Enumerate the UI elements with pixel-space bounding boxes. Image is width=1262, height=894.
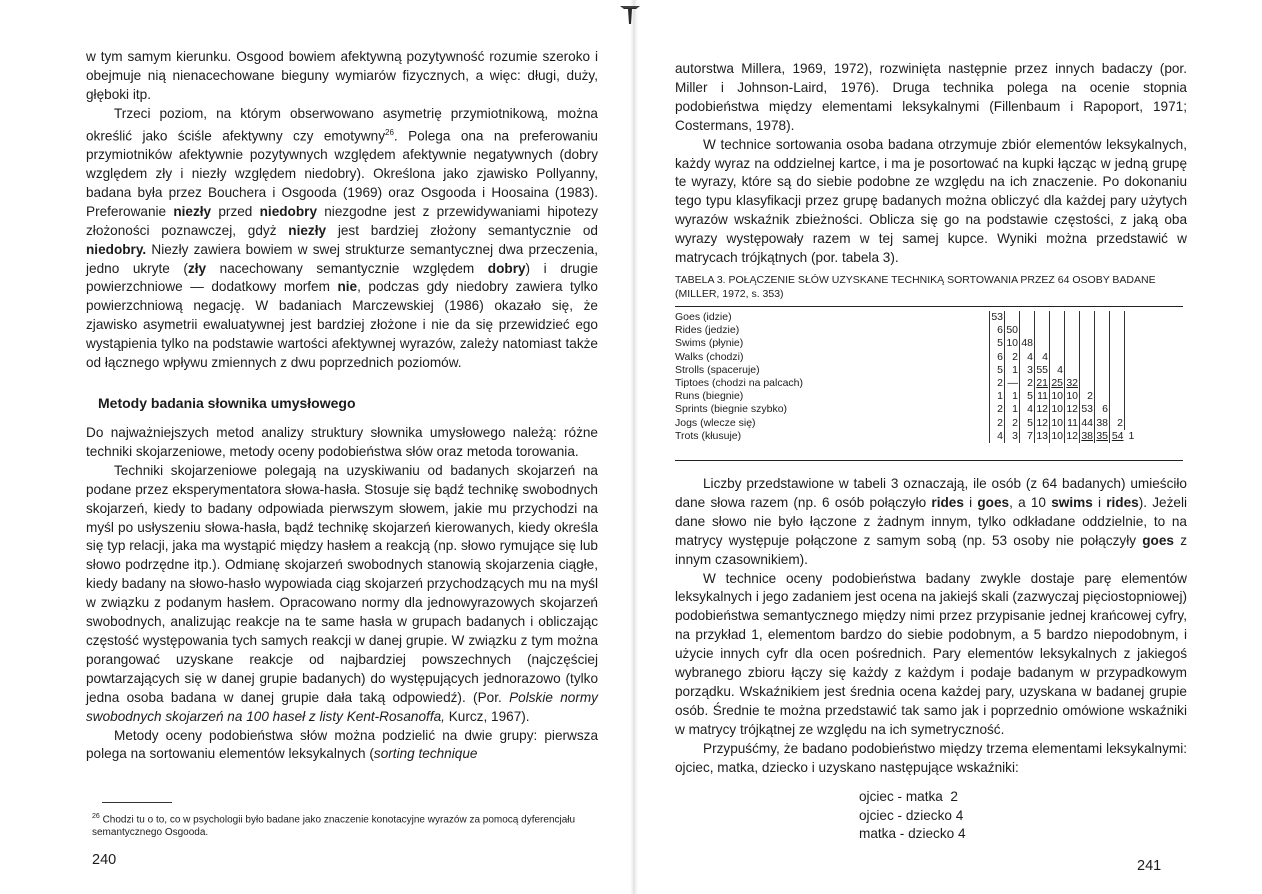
table-cell [1110, 390, 1125, 403]
right-body-bottom [675, 475, 1187, 778]
table-cell [1125, 324, 1142, 337]
table-cell: 53 [1081, 403, 1093, 416]
table-top-rule [675, 306, 1183, 307]
table-cell [1110, 403, 1125, 416]
table-cell [1065, 337, 1080, 350]
table-row [675, 403, 1142, 416]
table-cell [1080, 337, 1095, 350]
table-cell: 2 [1005, 417, 1020, 430]
table-cell [1080, 377, 1095, 390]
table-cell [1050, 337, 1065, 350]
footnote-divider [102, 802, 172, 803]
right-page [675, 0, 1191, 894]
table-cell: 44 [1081, 416, 1093, 429]
left-paragraph-1: w tym samym kierunku. Osgood bowiem afektywną pozytywność rozumie szeroko i obejmuje nią nienacechowane bieguny wymiarów fizycznych, a więc: długi, duży, głęboki itp. [86, 49, 598, 102]
table-cell [1050, 324, 1065, 337]
table-cell: 53 [991, 311, 1003, 324]
page-number-right: 241 [1137, 858, 1162, 874]
table-cell [1080, 351, 1095, 364]
table-cell: 12 [1036, 416, 1048, 429]
book-gutter [630, 0, 638, 894]
table-cell: 4 [1050, 364, 1065, 377]
table-cell [1035, 324, 1050, 337]
table-cell [1110, 364, 1125, 377]
table-cell [1095, 390, 1110, 403]
table-cell: 21 [1036, 377, 1048, 390]
table-cell: 2 [1020, 377, 1035, 390]
left-paragraph-3: Do najważniejszych metod analizy struktury słownika umysłowego należą: różne techniki skojarzeniowe, metody oceny podobieństwa słów oraz metoda torowania. [86, 425, 598, 459]
table-cell [1080, 364, 1095, 377]
table-cell: 5 [990, 364, 1005, 377]
table-cell: 2 [990, 417, 1005, 430]
table-row [675, 390, 1142, 403]
table-cell [1110, 337, 1125, 350]
table-cell: 5 [1020, 417, 1035, 430]
row-label: Runs (biegnie) [675, 390, 744, 403]
table-cell [1125, 390, 1142, 403]
table-cell [1110, 324, 1125, 337]
left-paragraph-5: Metody oceny podobieństwa słów można podzielić na dwie grupy: pierwsza polega na sortowaniu elementów leksykalnych (sorting technique [86, 727, 598, 762]
table-cell: 10 [1066, 390, 1078, 403]
right-paragraph-2: W technice sortowania osoba badana otrzymuje zbiór elementów leksykalnych, każdy wyraz na oddzielnej kartce, i ma je posortować na kupki łącząc w jedną grupę te wyrazy, które są do siebie podobne ze względu na ich znaczenie. Po dokonaniu tego typu klasyfikacji przez grupę badanych można obliczyć dla każdej pary użytych wyrazów wskaźnik zbieżności. Oblicza się go na podstawie częstości, z jaką oba wyrazy występowały razem w tej samej kupce. Wyniki można przedstawić w matrycach trójkątnych (por. tabela 3). [675, 136, 1187, 266]
table-cell: 10 [1006, 337, 1018, 350]
page-number-left: 240 [92, 852, 117, 868]
table-cell: 11 [1065, 417, 1080, 430]
table-cell: 1 [990, 390, 1005, 403]
table-cell [1095, 311, 1110, 324]
table-cell [1080, 311, 1095, 324]
table-cell: 10 [1051, 403, 1063, 416]
table-cell: 6 [1095, 403, 1110, 416]
row-label: Trots (kłusuje) [675, 429, 742, 442]
table-cell [1020, 311, 1035, 324]
table-cell [1125, 311, 1142, 324]
table-cell: 10 [1051, 429, 1063, 442]
similarity-pairs [859, 788, 966, 844]
table-cell: 12 [1066, 429, 1078, 442]
table-cell [1095, 351, 1110, 364]
table-cell: 54 [1110, 430, 1125, 443]
table-cell: 1 [1005, 390, 1020, 403]
table-cell: 2 [990, 377, 1005, 390]
row-label: Walks (chodzi) [675, 350, 744, 363]
table-cell [1110, 377, 1125, 390]
pair-item: ojciec - dziecko 4 [859, 807, 964, 823]
left-body-top [86, 48, 598, 373]
table-cell [1050, 311, 1065, 324]
table-cell: 12 [1036, 403, 1048, 416]
table-caption: TABELA 3. POŁĄCZENIE SŁÓW UZYSKANE TECHNIKĄ SORTOWANIA PRZEZ 64 OSOBY BADANE (MILLER, 1972, s. 353) [675, 274, 1156, 300]
table-cell [1065, 351, 1080, 364]
table-cell [1095, 337, 1110, 350]
table-cell [1035, 337, 1050, 350]
table-bottom-rule [675, 460, 1183, 461]
table-row [675, 364, 1142, 377]
table-cell: 48 [1021, 337, 1033, 350]
table-cell [1125, 351, 1142, 364]
table-cell: 13 [1036, 429, 1048, 442]
table-row [675, 417, 1142, 430]
pair-item: matka - dziecko 4 [859, 826, 966, 841]
table-cell: 2 [1110, 417, 1125, 430]
row-label: Jogs (wlecze się) [675, 416, 756, 429]
right-paragraph-3: Liczby przedstawione w tabeli 3 oznaczają, ile osób (z 64 badanych) umieściło dane słowa razem (np. 6 osób połączyło rides i goes, a 10 swims i rides). Jeżeli dane słowo nie było łączone z żadnym innym, tylko odkładane oddzielnie, to na matrycy występuje połączone z samym sobą (np. 53 osoby nie połączyły goes z innym czasownikiem). [675, 476, 1187, 567]
table-cell: 10 [1051, 390, 1063, 403]
table-cell: 11 [1035, 390, 1050, 403]
table-cell: 3 [1005, 430, 1020, 443]
table-cell: 1 [1005, 403, 1020, 416]
table-cell [1020, 324, 1035, 337]
similarity-matrix-table [675, 311, 1142, 443]
table-cell: 50 [1006, 324, 1018, 337]
table-cell [1095, 377, 1110, 390]
table-cell [1125, 417, 1142, 430]
row-label: Tiptoes (chodzi na palcach) [675, 377, 804, 390]
right-paragraph-1: autorstwa Millera, 1969, 1972), rozwinięta następnie przez innych badaczy (por. Miller i Johnson-Laird, 1976). Druga technika polega na ocenie stopnia podobieństwa między elementami leksykalnymi (Fillenbaum i Rapoport, 1971; Costermans, 1978). [675, 61, 1187, 133]
left-page [86, 0, 602, 894]
left-body-bottom [86, 424, 598, 764]
table-cell [1095, 364, 1110, 377]
table-cell: 10 [1051, 416, 1063, 429]
table-cell [1005, 311, 1020, 324]
table-cell [1050, 351, 1065, 364]
table-cell [1065, 311, 1080, 324]
table-cell: 2 [1080, 390, 1095, 403]
table-cell: 3 [1020, 364, 1035, 377]
table-cell: 6 [990, 324, 1005, 337]
left-paragraph-2: Trzeci poziom, na którym obserwowano asymetrię przymiotnikową, można określić jako ściśle afektywny czy emotywny$^{26}$. Polega ona na preferowaniu przymiotników afektywnie pozytywnych względem afektywnie negatywnych (dobry względem zły i niezły względem niedobry). Określona jako zjawisko Pollyanny, badana była przez Bouchera i Osgooda (1969) oraz Osgooda i Hoosaina (1983). Preferowanie niezły przed niedobry niezgodne jest z przewidywaniami hipotezy złożoności poznawczej, gdyż niezły jest bardziej złożony semantycznie od niedobry. Niezły zawiera bowiem w swej strukturze semantycznej dwa przeczenia, jedno ukryte (zły nacechowany semantycznie względem dobry) i drugie powierzchniowe — dodatkowy morfem nie, podczas gdy niedobry zawiera tylko powierzchniową negację. W badaniach Marczewskiej (1986) okazało się, że zjawisko asymetrii ewaluatywnej jest bardziej złożone i nie da się przewidzieć ego wystąpienia tylko na podstawie wartości afektywnej wyrazów, zależy natomiast także od łącznego wpływu zmiennych z dwu poprzednich poziomów. [86, 105, 599, 371]
table-cell: 38 [1081, 429, 1093, 442]
footnote: $^{26}$ Chodzi tu o to, co w psychologii było badane jako znaczenie konotacyjne wyrazów za pomocą dyferencjału semantycznego Osgooda. [92, 813, 576, 839]
table-row [675, 324, 1142, 337]
table-cell: 12 [1066, 403, 1078, 416]
table-cell [1125, 364, 1142, 377]
table-cell [1080, 324, 1095, 337]
table-cell: 2 [1005, 351, 1020, 364]
row-label: Sprints (biegnie szybko) [675, 403, 788, 416]
right-paragraph-5: Przypuśćmy, że badano podobieństwo między trzema elementami leksykalnymi: ojciec, matka, dziecko i uzyskano następujące wskaźniki: [675, 740, 1187, 775]
table-cell: 35 [1096, 429, 1108, 442]
table-row [675, 430, 1142, 443]
table-cell [1065, 364, 1080, 377]
ink-blot-icon [618, 4, 642, 26]
table-cell: 7 [1020, 430, 1035, 443]
table-cell: 55 [1036, 363, 1048, 376]
table-cell [1035, 311, 1050, 324]
table-cell [1110, 351, 1125, 364]
row-label: Swims (płynie) [675, 337, 744, 350]
table-row [675, 311, 1142, 324]
table-cell: 4 [1035, 351, 1050, 364]
table-cell: 2 [990, 403, 1005, 416]
table-cell: 4 [990, 430, 1005, 443]
section-heading: Metody badania słownika umysłowego [98, 395, 356, 411]
right-paragraph-4: W technice oceny podobieństwa badany zwykle dostaje parę elementów leksykalnych i jego zadaniem jest ocena na jakiejś skali (zazwyczaj pięciostopniowej) podobieństwa semantycznego między nimi przez przypisanie jednej krańcowej cyfry, na przykład 1, elementom bardzo do siebie podobnym, a 5 bardzo niepodobnym, i użycie innych cyfr dla ocen pośrednich. Pary elementów leksykalnych z jakiegoś wybranego zbioru łączy się każdy z każdym i podaje badanym w przypadkowym porządku. Wskaźnikiem jest średnia ocena każdej pary, uzyskana w badanej grupie osób. Średnie te można przedstawić tak samo jak i poprzednio omówione wskaźniki w matrycy trójkątnej ze względu na ich symetryczność. [675, 570, 1187, 737]
table-cell: 32 [1066, 377, 1078, 390]
table-cell: 5 [990, 337, 1005, 350]
row-label: Goes (idzie) [675, 311, 732, 324]
table-row [675, 377, 1142, 390]
pair-item: ojciec - matka 2 [859, 789, 958, 804]
table-row [675, 337, 1142, 350]
table-cell [1125, 337, 1142, 350]
table-cell: 6 [990, 351, 1005, 364]
table-cell: 1 [1005, 364, 1020, 377]
table-cell: 1 [1128, 429, 1135, 442]
table-cell: 4 [1020, 351, 1035, 364]
footnote-ref: 26 [385, 127, 394, 137]
left-paragraph-4: Techniki skojarzeniowe polegają na uzyskiwaniu od badanych skojarzeń na podane przez eksperymentatora słowa-hasła. Stosuje się bądź technikę swobodnych skojarzeń, kiedy to badany odpowiada pierwszym słowem, jakie mu przychodzi na myśl po usłyszeniu słowa-hasła, bądź technikę skojarzeń kierowanych, kiedy określa się typ relacji, jaka ma wystąpić między hasłem a reakcją (np. słowo rymujące się lub słowo podrzędne itp.). Odmianę skojarzeń swobodnych stanowią skojarzenia ciągłe, kiedy badany na słowo-hasło wypowiada ciąg skojarzeń przychodzących mu na myśl w związku z podanym hasłem. Opracowano normy dla jednowyrazowych skojarzeń swobodnych, analizując reakcje na te same hasła w grupach badanych i obliczając częstość występowania tych samych reakcji w danej grupie. W związku z tym można porangować uzyskane reakcje od najbardziej powszechnych (najczęściej powtarzających się w danej grupie badanych) do występujących jednorazowo (tylko jedna osoba badana w danej grupie dała taką odpowiedź). (Por. Polskie normy swobodnych skojarzeń na 100 haseł z listy Kent-Rosanoffa, Kurcz, 1967). [86, 462, 598, 724]
table-cell: — [1005, 377, 1020, 390]
table-cell [1125, 377, 1142, 390]
row-label: Strolls (spaceruje) [675, 363, 760, 376]
right-body-top [675, 60, 1187, 268]
table-cell: 4 [1020, 403, 1035, 416]
table-cell: 25 [1051, 377, 1063, 390]
table-cell [1065, 324, 1080, 337]
table-row [675, 351, 1142, 364]
table-cell [1110, 311, 1125, 324]
row-label: Rides (jedzie) [675, 324, 740, 337]
table-cell [1095, 324, 1110, 337]
table-cell: 38 [1096, 416, 1108, 429]
table-cell: 5 [1020, 390, 1035, 403]
table-cell [1125, 403, 1142, 416]
